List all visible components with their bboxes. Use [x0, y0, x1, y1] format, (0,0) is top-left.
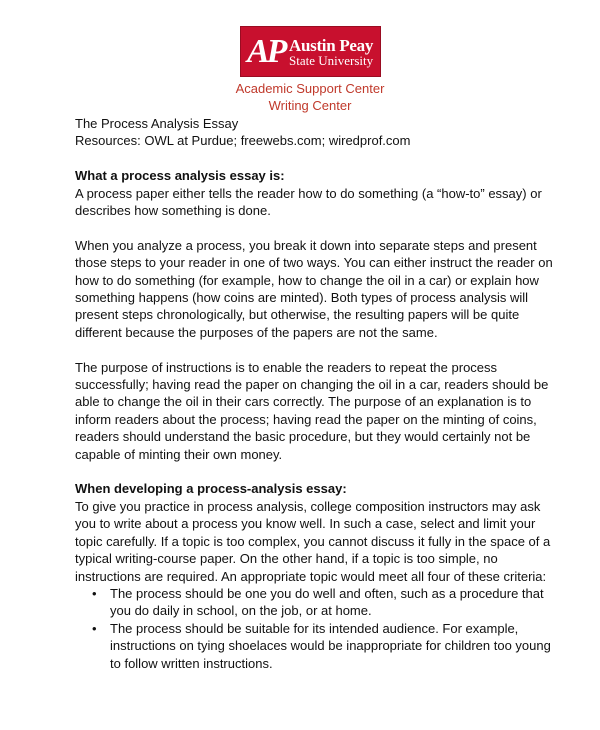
- paragraph-purpose: The purpose of instructions is to enable the readers to repeat the process successfully; having read the paper on changing the oil in a car, readers should be able to change the oil in their cars correctly. The purpose of an explanation is to inform readers about the process; having read the paper on the minting of coins, readers should understand the basic procedure, but they would certainly not be capable of minting their own money.: [75, 359, 549, 462]
- paragraph-analyze: When you analyze a process, you break it down into separate steps and present those steps to your reader in one of two ways. You can either instruct the reader on how to do something (for example, how to change the oil in a car) or explain how something happens (how coins are minted). Both types of process analysis will present steps chronologically, but otherwise, the resulting papers will be quite different because the purposes of the papers are not the same.: [75, 237, 553, 340]
- list-item: • The process should be one you do well and often, such as a procedure that you do daily in school, on the job, or at home.: [110, 585, 555, 620]
- section-heading-what: What a process analysis essay is:: [75, 168, 285, 184]
- logo-mark: AP: [247, 32, 285, 70]
- logo-text: [289, 37, 373, 67]
- university-logo: [241, 27, 380, 76]
- paragraph-definition: A process paper either tells the reader how to do something (a “how-to” essay) or describes how something is done.: [75, 185, 542, 219]
- criteria-list: [75, 585, 555, 672]
- center-heading-line1: Academic Support Center: [235, 81, 385, 96]
- resources-line: Resources: OWL at Purdue; freewebs.com; wiredprof.com: [75, 133, 411, 149]
- logo-name-line2: State University: [289, 52, 374, 68]
- document-title: The Process Analysis Essay: [75, 116, 239, 131]
- center-heading: [0, 80, 600, 114]
- section-heading-developing: When developing a process-analysis essay:: [75, 481, 347, 497]
- center-heading-line2: Writing Center: [268, 98, 352, 113]
- document-body: [75, 115, 555, 672]
- paragraph-practice: To give you practice in process analysis, college composition instructors may ask you to write about a process you know well. In such a case, select and limit your topic carefully. If a topic is too complex, you cannot discuss it fully in the space of a typical writing-course paper. On the other hand, if a topic is too simple, no instructions are required. An appropriate topic would meet all four of these criteria:: [75, 498, 551, 584]
- logo-name-line1: Austin Peay: [289, 35, 374, 55]
- list-item: • The process should be suitable for its intended audience. For example, instructions on tying shoelaces would be inappropriate for children too young to follow written instructions.: [110, 620, 555, 672]
